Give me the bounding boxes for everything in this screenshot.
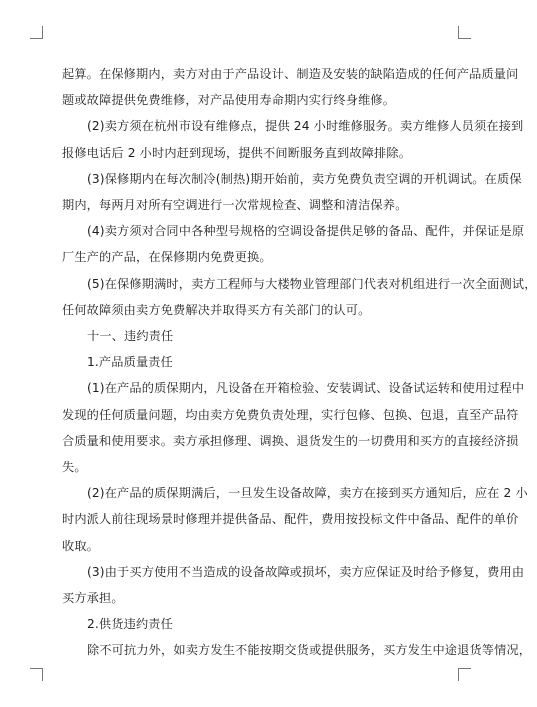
text-line: (2)在产品的质保期满后，一旦发生设备故障，卖方在接到买方通知后，应在 2 小: [87, 486, 528, 501]
text-line: 任何故障须由卖方免费解决并取得买方有关部门的认可。: [62, 302, 371, 317]
text-line: 买方承担。: [62, 591, 124, 606]
document-body: [62, 61, 537, 664]
text-line: 发现的任何质量问题，均由卖方免费负责处理，实行包修、包换、包退，直至产品符: [62, 407, 519, 422]
text-line: (5)在保修期满时，卖方工程师与大楼物业管理部门代表对机组进行一次全面测试，: [87, 276, 537, 291]
text-line: 厂生产的产品，在保修期内免费更换。: [62, 250, 272, 265]
text-line: 除不可抗力外，如卖方发生不能按期交货或提供服务，买方发生中途退货等情况，: [87, 643, 532, 658]
text-line: (3)由于买方使用不当造成的设备故障或损坏，卖方应保证及时给予修复，费用由: [87, 564, 525, 579]
text-line: 期内，每两月对所有空调进行一次常规检查、调整和清洁保养。: [62, 198, 408, 213]
text-line: (3)保修期内在每次制冷(制热)期开始前，卖方免费负责空调的开机调试。在质保: [87, 171, 522, 186]
crop-mark-top-left: [30, 26, 43, 39]
text-line: 题或故障提供免费维修，对产品使用寿命期内实行终身维修。: [62, 93, 396, 108]
text-line: 时内派人前往现场景时修理并提供备品、配件，费用按投标文件中备品、配件的单价: [62, 512, 519, 527]
crop-mark-top-right: [458, 26, 471, 39]
text-line: (4)卖方须对合同中各种型号规格的空调设备提供足够的备品、配件，并保证是原: [87, 224, 525, 239]
text-line: (1)在产品的质保期内，凡设备在开箱检验、安装调试、设备试运转和使用过程中: [87, 381, 525, 396]
text-line: 报修电话后 2 小时内赶到现场，提供不间断服务直到故障排除。: [62, 145, 412, 160]
text-line: 合质量和使用要求。卖方承担修理、调换、退货发生的一切费用和买方的直接经济损: [62, 433, 519, 448]
text-line: (2)卖方须在杭州市设有维修点，提供 24 小时维修服务。卖方维修人员须在接到: [87, 119, 524, 134]
text-line: 收取。: [62, 538, 100, 553]
text-line: 2.供货违约责任: [87, 617, 173, 632]
text-line: 十一、违约责任: [87, 329, 174, 344]
text-line: 1.产品质量责任: [87, 355, 173, 370]
text-line: 失。: [62, 460, 87, 475]
crop-mark-bottom-right: [458, 668, 471, 681]
text-line: 起算。在保修期内，卖方对由于产品设计、制造及安装的缺陷造成的任何产品质量问: [62, 67, 519, 81]
crop-mark-bottom-left: [30, 668, 43, 681]
